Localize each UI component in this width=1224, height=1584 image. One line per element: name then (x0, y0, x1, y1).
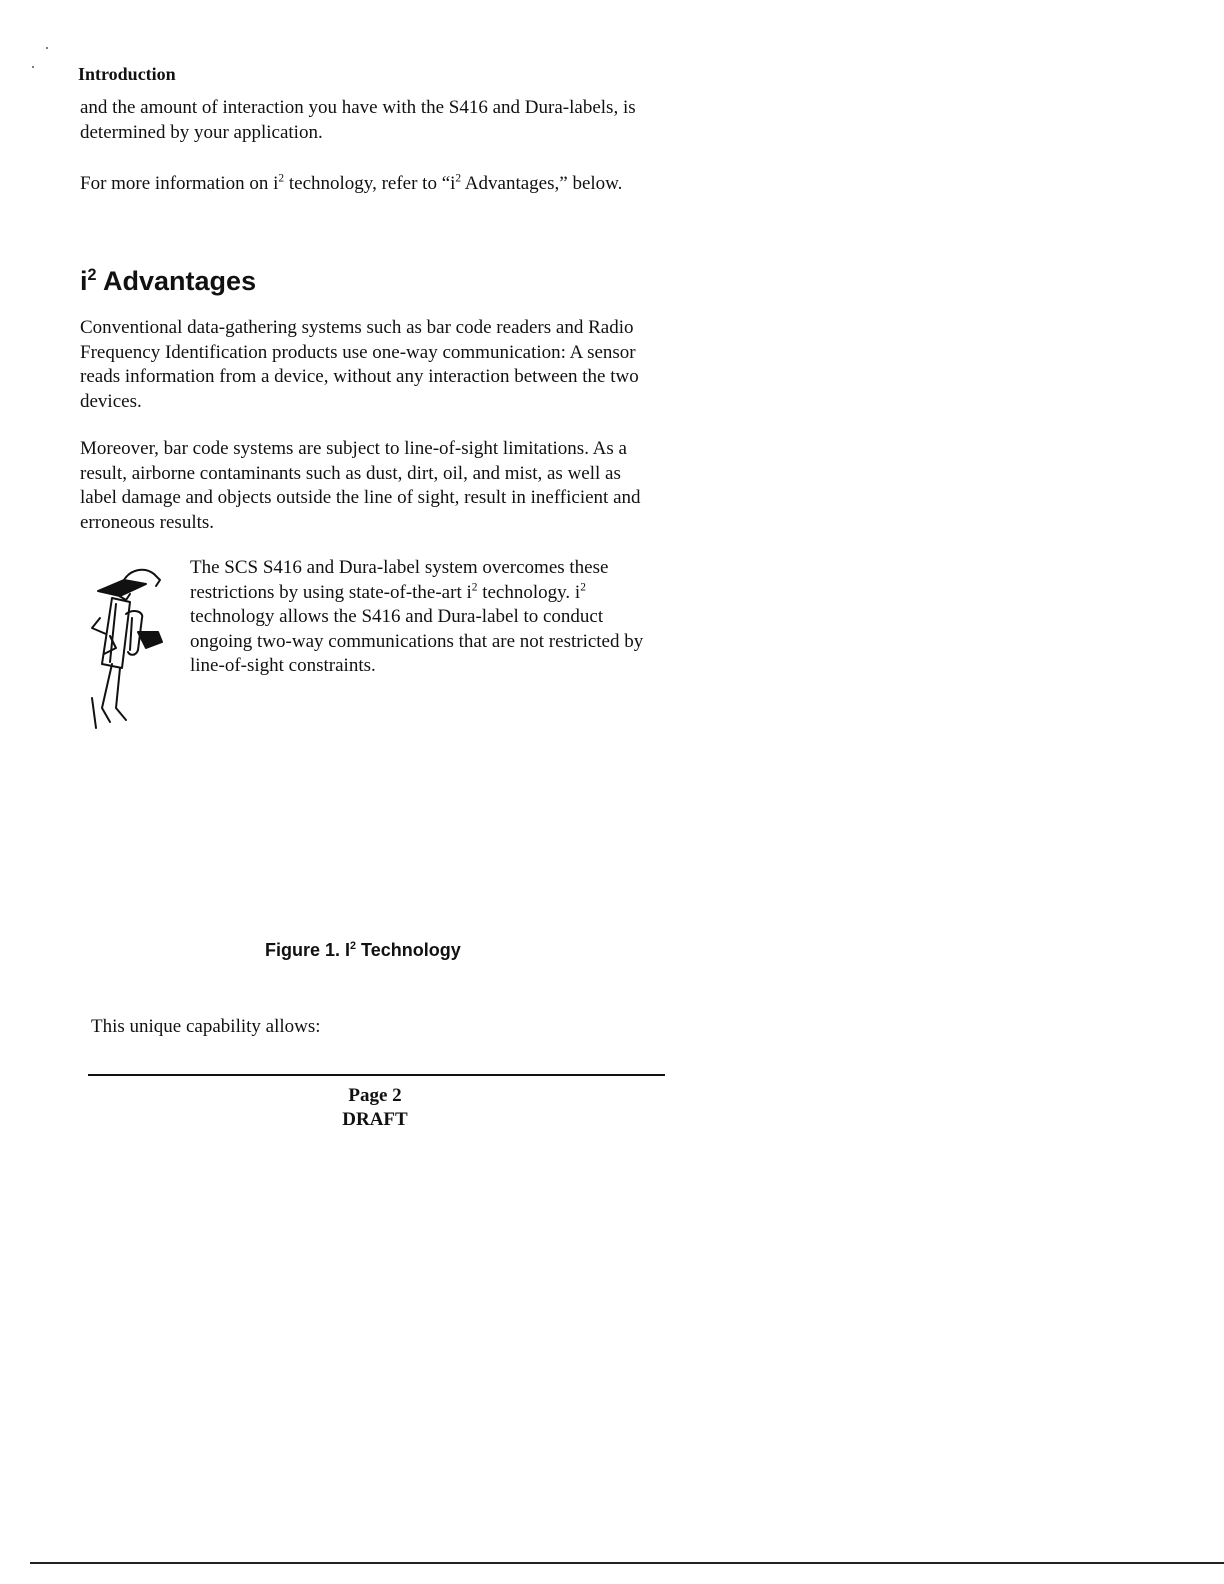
closing-line: This unique capability allows: (91, 1016, 321, 1037)
intro-paragraph: and the amount of interaction you have with the S416 and Dura-labels, is determined by your application. (80, 97, 636, 143)
figure-caption: Figure 1. $I^2$ Technology (265, 940, 461, 960)
draft-label: DRAFT (342, 1109, 408, 1130)
page-number: Page 2 (348, 1085, 402, 1106)
intro-reference-paragraph: For more information on $i^2$ technology, refer to “$i^2$ Advantages,” below. (80, 172, 623, 194)
section-heading: $i^2$ Advantages (80, 266, 257, 296)
body-paragraph-system: The SCS S416 and Dura-label system overcomes these restrictions by using state-of-the-art $i^2$ technology. $i^2$ technology allows the S416 and Dura-label to conduct ongoing two-way communications that are not restricted by line-of-sight constraints. (190, 557, 644, 676)
scan-edge-line (30, 1562, 1224, 1564)
graduate-label-illustration (86, 558, 190, 730)
footer-rule (88, 1074, 665, 1076)
body-paragraph-conventional: Conventional data-gathering systems such as bar code readers and Radio Frequency Identification products use one-way communication: A sensor reads information from a device, without any interaction between the two devices. (80, 317, 639, 412)
scan-speck (32, 66, 34, 68)
scan-speck (46, 47, 48, 49)
body-paragraph-line-of-sight: Moreover, bar code systems are subject to line-of-sight limitations. As a result, airborne contaminants such as dust, dirt, oil, and mist, as well as label damage and objects outside the line of sight, result in inefficient and erroneous results. (80, 438, 641, 533)
running-header: Introduction (78, 64, 176, 84)
page-footer (300, 1084, 450, 1132)
